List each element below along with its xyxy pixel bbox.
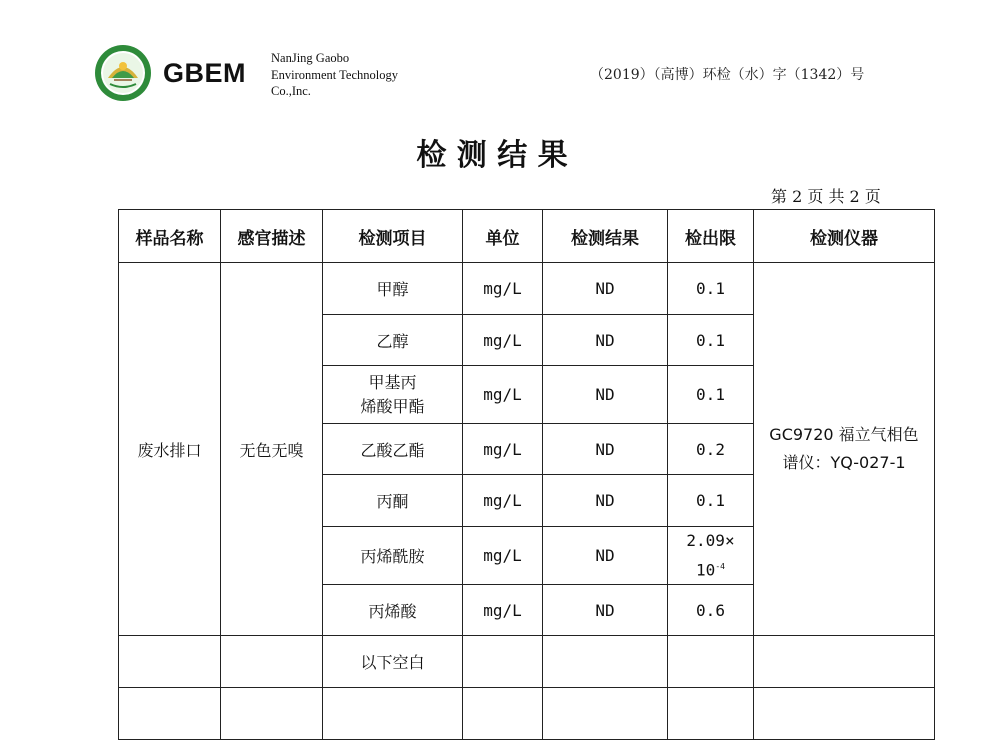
unit-cell: mg/L bbox=[463, 366, 543, 424]
result-cell: ND bbox=[543, 527, 668, 585]
table-row bbox=[119, 263, 935, 315]
table-row-blank-note bbox=[119, 636, 935, 688]
item-cell: 甲醇 bbox=[323, 263, 463, 315]
item-cell: 丙烯酸 bbox=[323, 585, 463, 636]
item-cell: 丙酮 bbox=[323, 475, 463, 527]
col-header-item: 检测项目 bbox=[323, 210, 463, 263]
limit-cell: 0.1 bbox=[668, 475, 754, 527]
limit-cell: 0.1 bbox=[668, 315, 754, 366]
limit-cell: 0.2 bbox=[668, 424, 754, 475]
sensory-cell: 无色无嗅 bbox=[221, 263, 323, 636]
unit-cell: mg/L bbox=[463, 585, 543, 636]
report-number: （2019）（高博）环检（水）字（1342）号 bbox=[590, 67, 865, 83]
unit-cell: mg/L bbox=[463, 475, 543, 527]
page-number: 第 2 页 共 2 页 bbox=[771, 187, 881, 206]
sample-name-cell: 废水排口 bbox=[119, 263, 221, 636]
limit-cell: 0.6 bbox=[668, 585, 754, 636]
item-cell: 丙烯酰胺 bbox=[323, 527, 463, 585]
col-header-instrument: 检测仪器 bbox=[754, 210, 935, 263]
instrument-cell: GC9720 福立气相色 谱仪：YQ-027-1 bbox=[754, 263, 935, 636]
col-header-limit: 检出限 bbox=[668, 210, 754, 263]
result-cell: ND bbox=[543, 315, 668, 366]
blank-note-cell: 以下空白 bbox=[323, 636, 463, 688]
unit-cell: mg/L bbox=[463, 424, 543, 475]
col-header-unit: 单位 bbox=[463, 210, 543, 263]
result-cell: ND bbox=[543, 263, 668, 315]
limit-cell: 2.09× $10^{-4}$ bbox=[668, 527, 754, 585]
brand-name: GBEM bbox=[163, 58, 246, 88]
result-cell: ND bbox=[543, 424, 668, 475]
results-table bbox=[118, 209, 935, 740]
item-cell: 乙酸乙酯 bbox=[323, 424, 463, 475]
limit-cell: 0.1 bbox=[668, 263, 754, 315]
col-header-sensory: 感官描述 bbox=[221, 210, 323, 263]
result-cell: ND bbox=[543, 366, 668, 424]
limit-cell: 0.1 bbox=[668, 366, 754, 424]
unit-cell: mg/L bbox=[463, 527, 543, 585]
table-header-row bbox=[119, 210, 935, 263]
col-header-result: 检测结果 bbox=[543, 210, 668, 263]
company-logo bbox=[94, 44, 152, 102]
item-cell: 乙醇 bbox=[323, 315, 463, 366]
item-cell: 甲基丙 烯酸甲酯 bbox=[323, 366, 463, 424]
page-title: 检 测 结 果 bbox=[416, 138, 568, 173]
unit-cell: mg/L bbox=[463, 263, 543, 315]
unit-cell: mg/L bbox=[463, 315, 543, 366]
result-cell: ND bbox=[543, 475, 668, 527]
company-name: NanJing Gaobo Environment Technology Co.,Inc. bbox=[271, 51, 398, 98]
table-row-empty bbox=[119, 688, 935, 740]
col-header-sample: 样品名称 bbox=[119, 210, 221, 263]
result-cell: ND bbox=[543, 585, 668, 636]
